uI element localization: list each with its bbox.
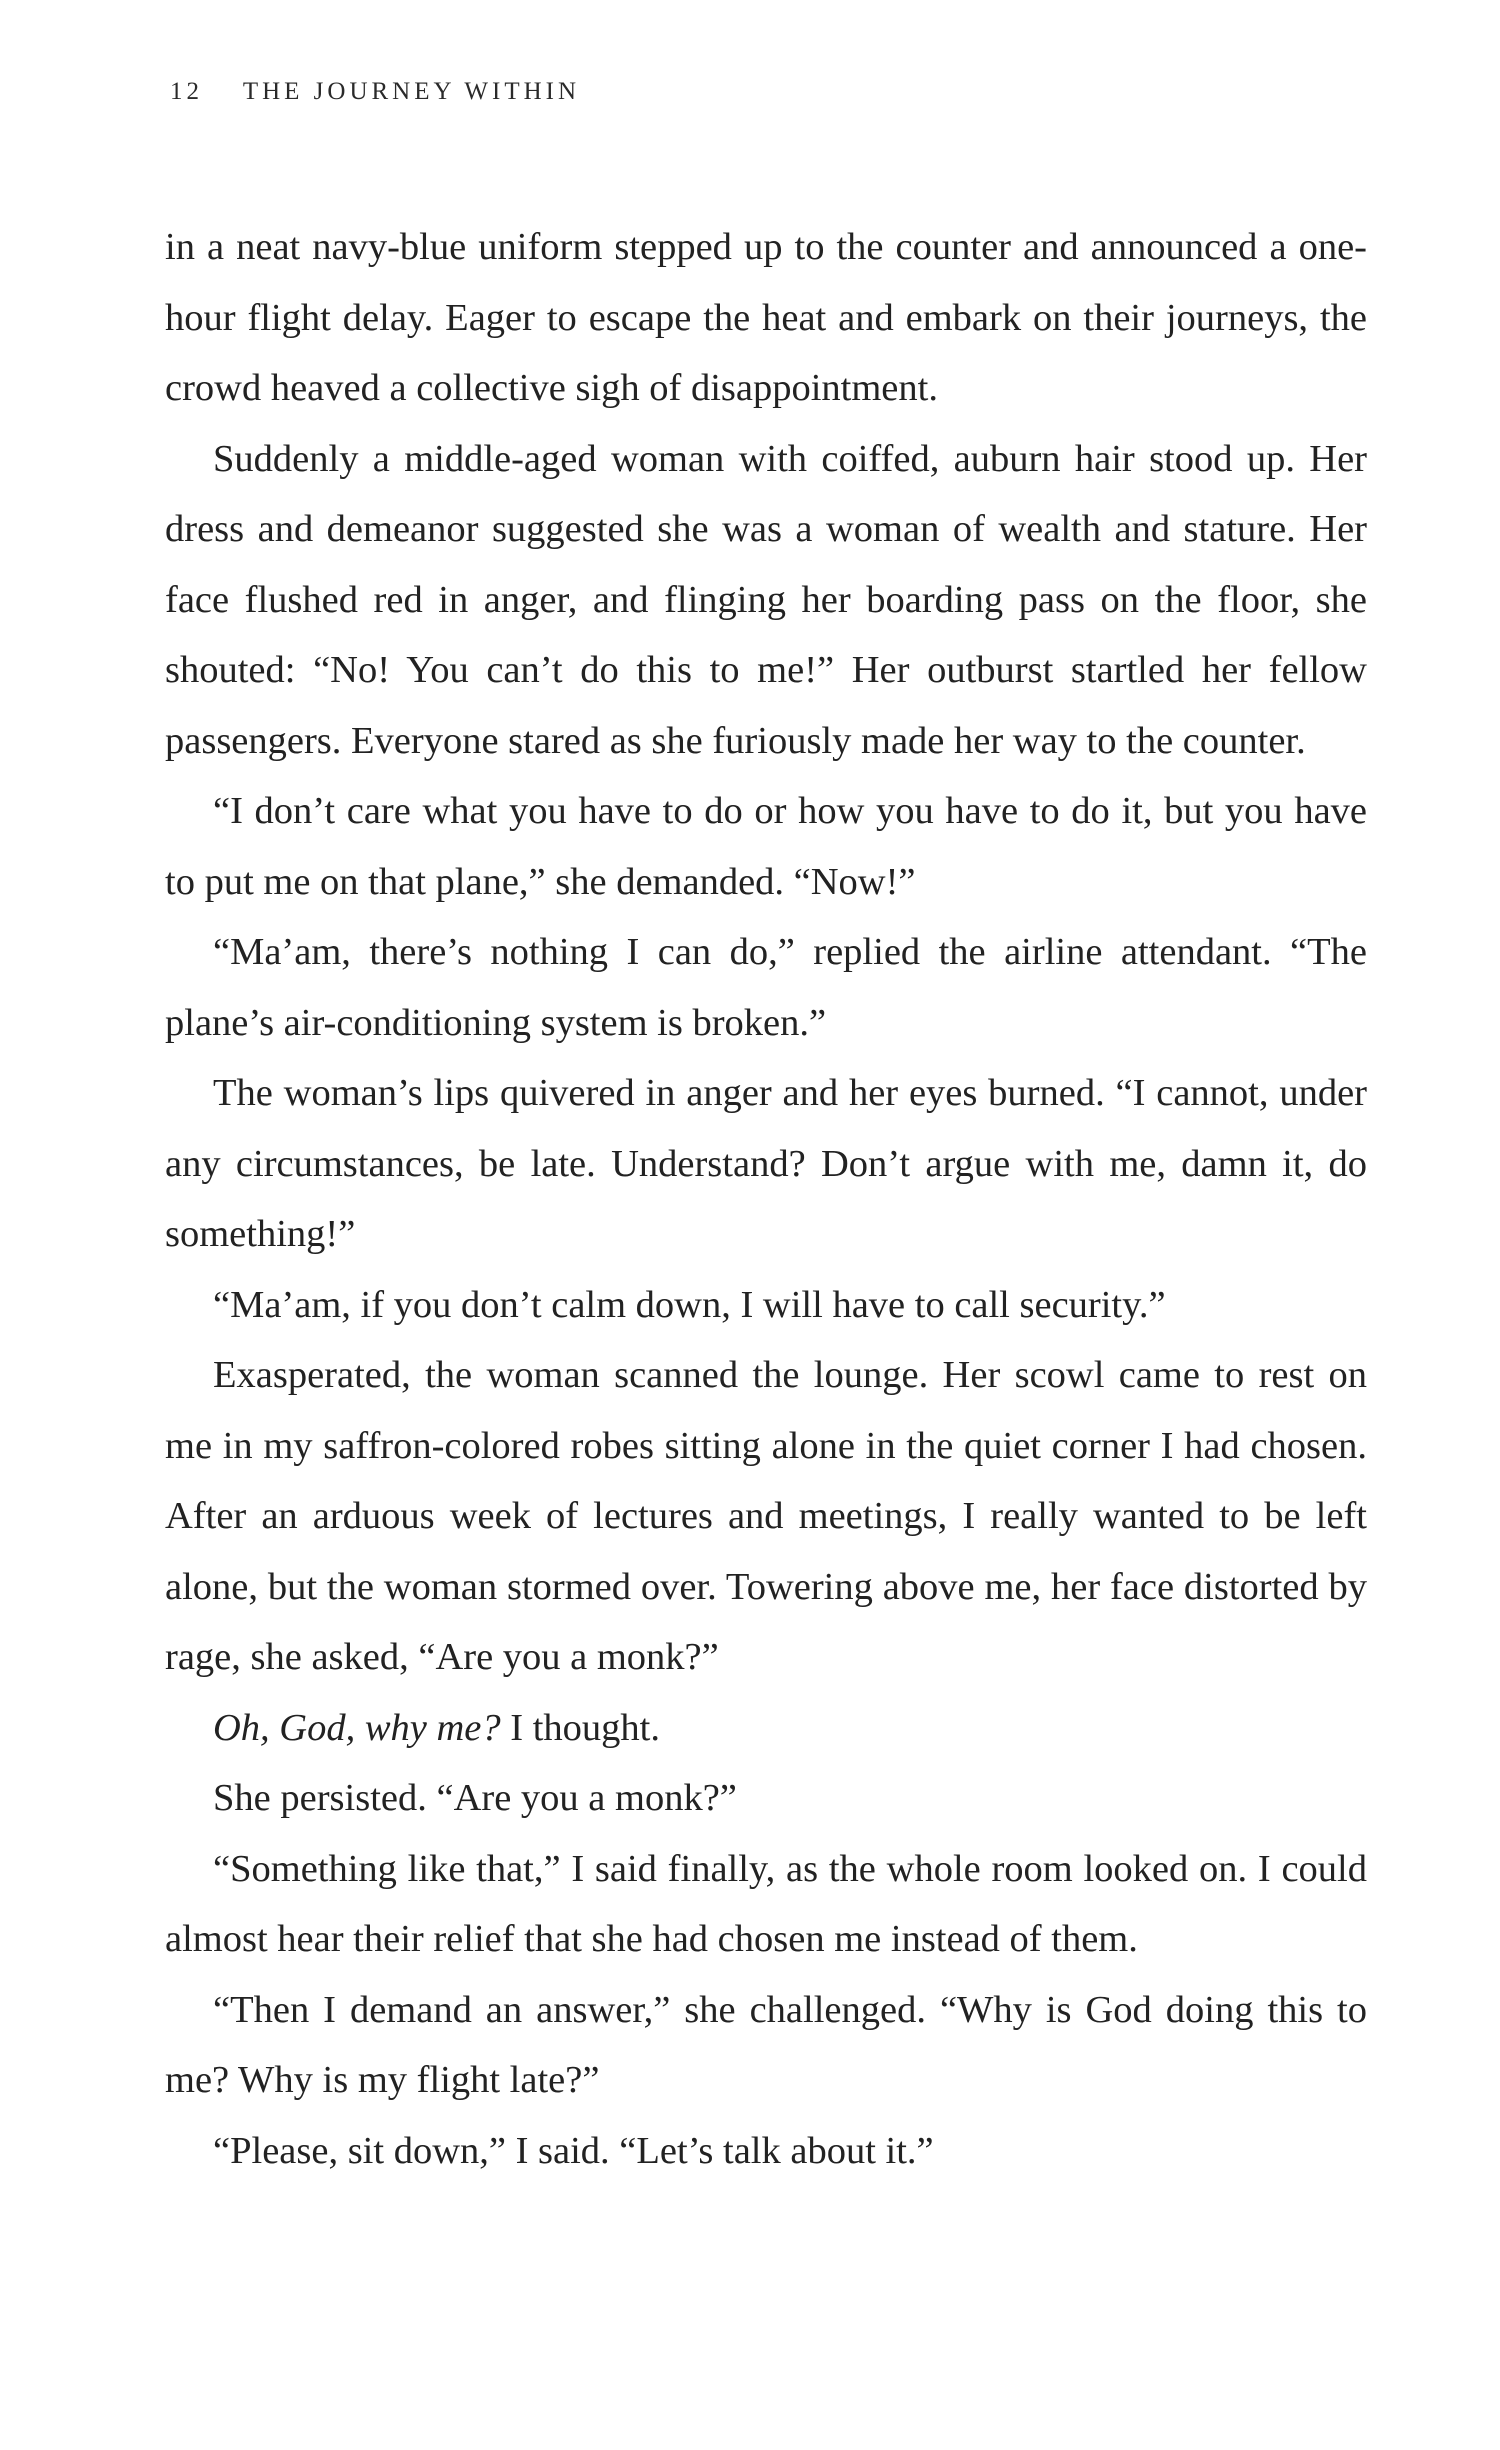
- paragraph-6: “Ma’am, if you don’t calm down, I will have to call security.”: [213, 1283, 1166, 1326]
- body-text: [165, 212, 1367, 2186]
- paragraph-11: “Then I demand an answer,” she challenged. “Why is God doing this to me? Why is my flight late?”: [165, 1988, 1367, 2101]
- paragraph-1: in a neat navy-blue uniform stepped up to the counter and announced a one-hour flight delay. Eager to escape the heat and embark on their journeys, the crowd heaved a collective sigh of disappointment.: [165, 226, 1367, 409]
- paragraph-10: “Something like that,” I said finally, as the whole room looked on. I could almost hear their relief that she had chosen me instead of them.: [165, 1847, 1367, 1960]
- paragraph-4: “Ma’am, there’s nothing I can do,” replied the airline attendant. “The plane’s air-conditioning system is broken.”: [165, 931, 1367, 1044]
- paragraph-7: Exasperated, the woman scanned the lounge. Her scowl came to rest on me in my saffron-colored robes sitting alone in the quiet corner I had chosen. After an arduous week of lectures and meetings, I really wanted to be left alone, but the woman stormed over. Towering above me, her face distorted by rage, she asked, “Are you a monk?”: [165, 1354, 1367, 1678]
- paragraph-2: Suddenly a middle-aged woman with coiffed, auburn hair stood up. Her dress and demeanor suggested she was a woman of wealth and stature. Her face flushed red in anger, and flinging her boarding pass on the floor, she shouted: “No! You can’t do this to me!” Her outburst startled her fellow passengers. Everyone stared as she furiously made her way to the counter.: [165, 437, 1367, 762]
- italic-thought: Oh, God, why me?: [213, 1706, 501, 1749]
- paragraph-5: The woman’s lips quivered in anger and her eyes burned. “I cannot, under any circumstances, be late. Understand? Don’t argue with me, damn it, do something!”: [165, 1072, 1367, 1255]
- paragraph-9: She persisted. “Are you a monk?”: [213, 1777, 737, 1819]
- page-number: 12: [170, 78, 203, 105]
- running-header: [170, 78, 580, 106]
- paragraph-8: [165, 1693, 1367, 1764]
- paragraph-3: “I don’t care what you have to do or how you have to do it, but you have to put me on that plane,” she demanded. “Now!”: [165, 790, 1367, 903]
- paragraph-12: “Please, sit down,” I said. “Let’s talk about it.”: [213, 2129, 934, 2172]
- running-title: THE JOURNEY WITHIN: [242, 78, 581, 105]
- paragraph-8-rest: I thought.: [500, 1706, 660, 1749]
